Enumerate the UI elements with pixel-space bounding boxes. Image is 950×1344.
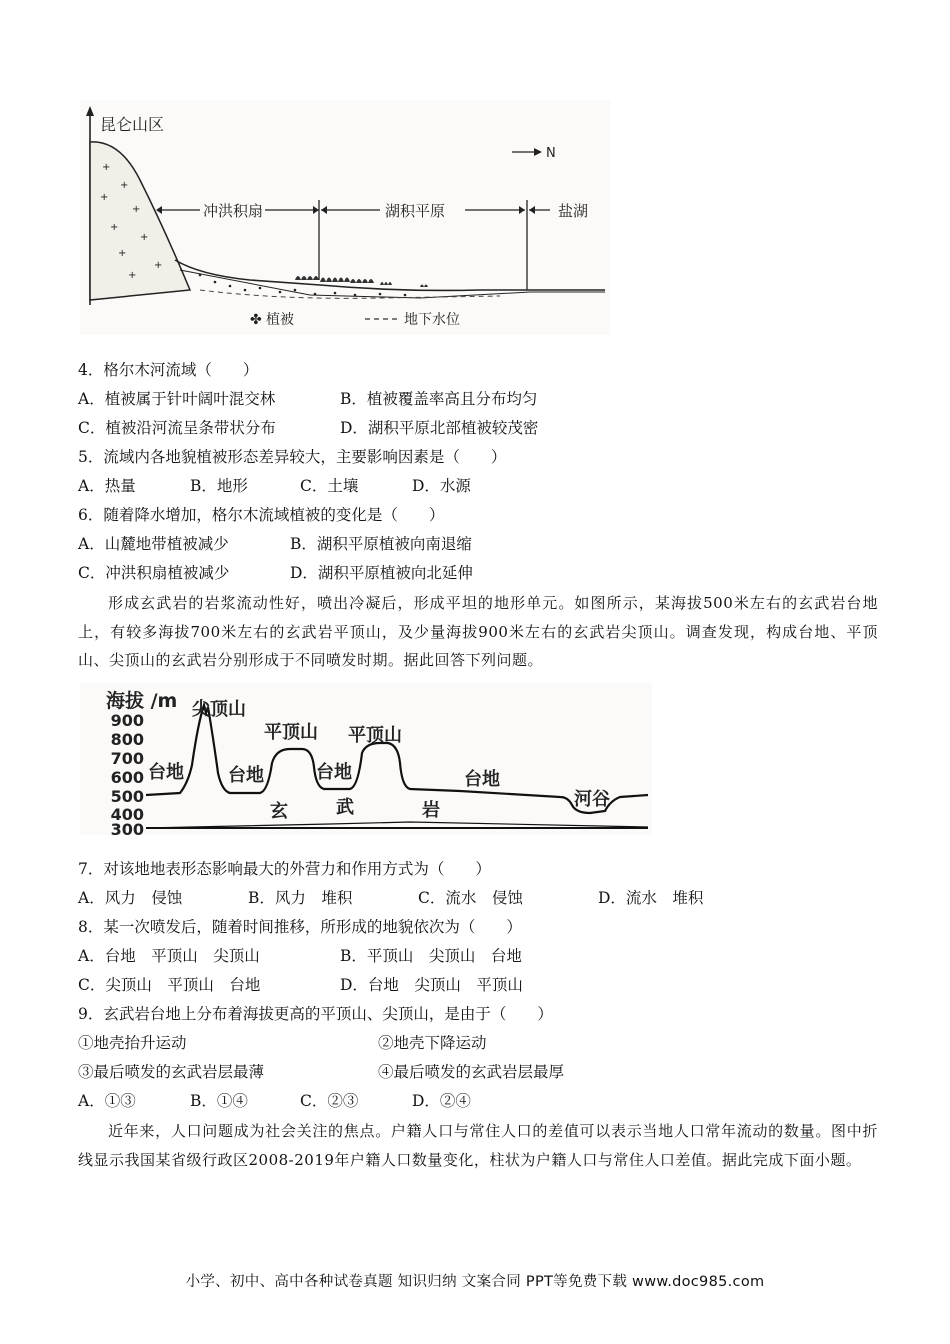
q9-option-d[interactable]: D．②④ <box>412 1092 471 1110</box>
svg-text:+: + <box>110 222 119 233</box>
q7-option-b[interactable]: B．风力 堆积 <box>248 889 353 907</box>
tick-700: 700 <box>110 749 144 768</box>
svg-text:+: + <box>132 204 141 215</box>
tick-400: 400 <box>110 805 144 824</box>
label-mesa-1: 平顶山 <box>264 722 318 743</box>
figure1-legend-veg: 植被 <box>266 312 294 328</box>
q5-option-b[interactable]: B．地形 <box>190 477 248 495</box>
figure-basalt-profile <box>80 683 652 835</box>
q5-option-c[interactable]: C．土壤 <box>300 477 359 495</box>
q8-option-c[interactable]: C．尖顶山 平顶山 台地 <box>78 976 261 994</box>
label-plateau-2: 台地 <box>228 765 264 786</box>
vegetation-legend-icon: ✤ <box>250 312 262 328</box>
svg-text:+: + <box>140 232 149 243</box>
q9-stem: 9．玄武岩台地上分布着海拔更高的平顶山、尖顶山，是由于（ ） <box>78 1005 553 1023</box>
svg-text:+: + <box>120 180 129 191</box>
q4-stem: 4．格尔木河流域（ ） <box>78 361 259 379</box>
q5-option-a[interactable]: A．热量 <box>78 477 136 495</box>
label-basalt-2: 武 <box>336 797 354 818</box>
q9-option-a[interactable]: A．①③ <box>78 1092 136 1110</box>
q4-option-c[interactable]: C．植被沿河流呈条带状分布 <box>78 419 276 437</box>
svg-text:+: + <box>102 162 111 173</box>
q8-stem: 8．某一次喷发后，随着时间推移，所形成的地貌依次为（ ） <box>78 918 522 936</box>
passage-basalt: 形成玄武岩的岩浆流动性好，喷出冷凝后，形成平坦的地形单元。如图所示，某海拔500米左右的玄武岩台地上，有较多海拔700米左右的玄武岩平顶山，及少量海拔900米左右的玄武岩尖顶山。调查发现，构成台地、平顶山、尖顶山的玄武岩分别形成于不同喷发时期。据此回答下列问题。 <box>78 594 878 669</box>
q9-statement-3: ③最后喷发的玄武岩层最薄 <box>78 1063 265 1081</box>
label-plateau-1: 台地 <box>148 762 184 783</box>
q5-option-d[interactable]: D．水源 <box>412 477 471 495</box>
tick-600: 600 <box>110 768 144 787</box>
label-plateau-3: 台地 <box>316 762 352 783</box>
figure1-legend-water: 地下水位 <box>404 312 460 328</box>
label-plateau-4: 台地 <box>464 769 500 790</box>
svg-text:+: + <box>128 270 137 281</box>
figure-golmud-profile <box>80 100 610 335</box>
q9-option-b[interactable]: B．①④ <box>190 1092 248 1110</box>
figure1-north-label: N <box>546 146 556 161</box>
q9-option-c[interactable]: C．②③ <box>300 1092 359 1110</box>
tick-500: 500 <box>110 787 144 806</box>
q6-stem: 6．随着降水增加，格尔木流域植被的变化是（ ） <box>78 506 445 524</box>
figure1-zone-plain: 湖积平原 <box>385 202 446 220</box>
label-valley: 河谷 <box>574 789 610 810</box>
label-peak: 尖顶山 <box>192 699 246 720</box>
q9-statement-4: ④最后喷发的玄武岩层最厚 <box>378 1063 565 1081</box>
figure1-title: 昆仑山区 <box>100 115 165 134</box>
q8-option-a[interactable]: A．台地 平顶山 尖顶山 <box>78 947 260 965</box>
tick-900: 900 <box>110 711 144 730</box>
q7-option-a[interactable]: A．风力 侵蚀 <box>78 889 183 907</box>
passage-population: 近年来，人口问题成为社会关注的焦点。户籍人口与常住人口的差值可以表示当地人口常年流动的数量。图中折线显示我国某省级行政区2008-2019年户籍人口数量变化，柱状为户籍人口与常住人口差值。据此完成下面小题。 <box>78 1122 878 1169</box>
q6-option-c[interactable]: C．冲洪积扇植被减少 <box>78 564 230 582</box>
q6-option-d[interactable]: D．湖积平原植被向北延伸 <box>290 564 473 582</box>
svg-text:+: + <box>154 260 163 271</box>
tick-300: 300 <box>110 820 144 835</box>
q5-stem: 5．流域内各地貌植被形态差异较大，主要影响因素是（ ） <box>78 448 507 466</box>
q4-option-a[interactable]: A．植被属于针叶阔叶混交林 <box>78 390 276 408</box>
svg-text:+: + <box>100 192 109 203</box>
q9-statement-1: ①地壳抬升运动 <box>78 1034 187 1052</box>
q7-option-c[interactable]: C．流水 侵蚀 <box>418 889 523 907</box>
svg-text:+: + <box>118 248 127 259</box>
label-basalt-3: 岩 <box>422 800 440 821</box>
q6-option-b[interactable]: B．湖积平原植被向南退缩 <box>290 535 472 553</box>
q4-option-b[interactable]: B．植被覆盖率高且分布均匀 <box>340 390 538 408</box>
q6-option-a[interactable]: A．山麓地带植被减少 <box>78 535 229 553</box>
q9-statement-2: ②地壳下降运动 <box>378 1034 487 1052</box>
label-mesa-2: 平顶山 <box>348 725 402 746</box>
figure2-ylabel: 海拔 /m <box>106 690 178 712</box>
label-basalt-1: 玄 <box>270 801 288 822</box>
q7-option-d[interactable]: D．流水 堆积 <box>598 889 704 907</box>
q7-stem: 7．对该地地表形态影响最大的外营力和作用方式为（ ） <box>78 860 491 878</box>
q8-option-d[interactable]: D．台地 尖顶山 平顶山 <box>340 976 523 994</box>
q8-option-b[interactable]: B．平顶山 尖顶山 台地 <box>340 947 522 965</box>
page-footer[interactable]: 小学、初中、高中各种试卷真题 知识归纳 文案合同 PPT等免费下载 www.doc985.com <box>185 1274 765 1290</box>
q4-option-d[interactable]: D．湖积平原北部植被较茂密 <box>340 419 539 437</box>
tick-800: 800 <box>110 730 144 749</box>
figure1-zone-lake: 盐湖 <box>558 202 589 220</box>
figure1-zone-fan: 冲洪积扇 <box>203 202 264 220</box>
